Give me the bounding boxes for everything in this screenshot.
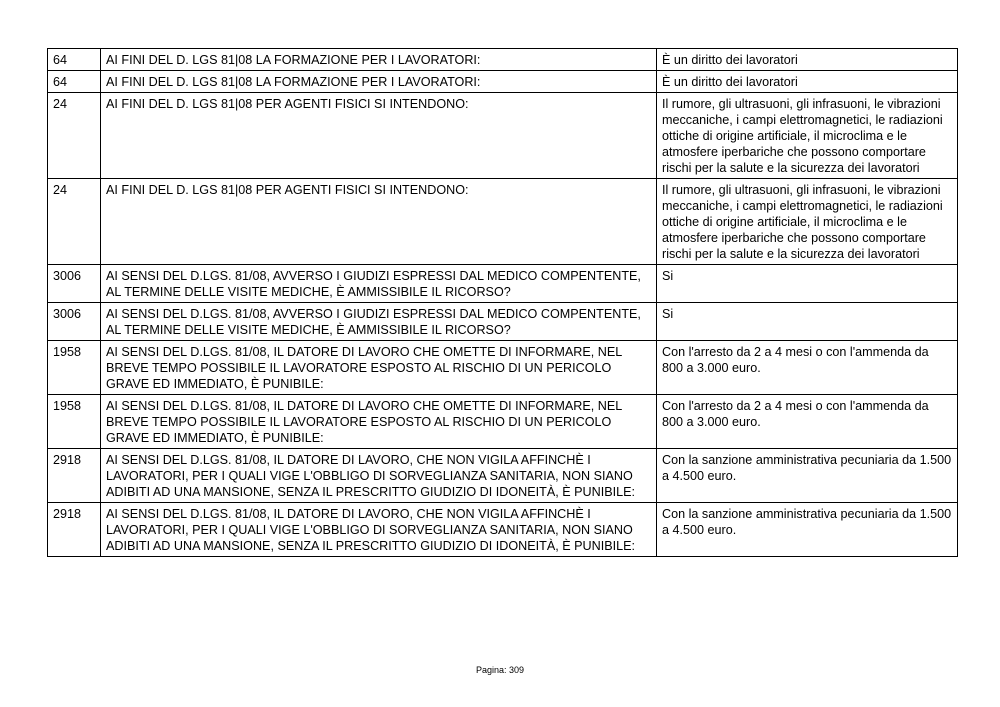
question-cell: AI SENSI DEL D.LGS. 81/08, IL DATORE DI LAVORO CHE OMETTE DI INFORMARE, NEL BREVE TEMPO POSSIBILE IL LAVORATORE ESPOSTO AL RISCHIO DI UN PERICOLO GRAVE ED IMMEDIATO, È PUNIBILE: bbox=[101, 395, 657, 449]
answer-cell: È un diritto dei lavoratori bbox=[657, 71, 958, 93]
question-id-cell: 64 bbox=[48, 49, 101, 71]
answer-cell: Si bbox=[657, 265, 958, 303]
table-row bbox=[48, 503, 958, 557]
question-id-cell: 64 bbox=[48, 71, 101, 93]
question-id-cell: 2918 bbox=[48, 449, 101, 503]
table-row bbox=[48, 341, 958, 395]
answer-cell: Con la sanzione amministrativa pecuniaria da 1.500 a 4.500 euro. bbox=[657, 503, 958, 557]
question-cell: AI SENSI DEL D.LGS. 81/08, IL DATORE DI LAVORO, CHE NON VIGILA AFFINCHÈ I LAVORATORI, PER I QUALI VIGE L'OBBLIGO DI SORVEGLIANZA SANITARIA, NON SIANO ADIBITI AD UNA MANSIONE, SENZA IL PRESCRITTO GIUDIZIO DI IDONEITÀ, È PUNIBILE: bbox=[101, 503, 657, 557]
question-id-cell: 3006 bbox=[48, 303, 101, 341]
answer-cell: È un diritto dei lavoratori bbox=[657, 49, 958, 71]
question-id-cell: 1958 bbox=[48, 341, 101, 395]
table-row bbox=[48, 179, 958, 265]
question-cell: AI SENSI DEL D.LGS. 81/08, IL DATORE DI LAVORO, CHE NON VIGILA AFFINCHÈ I LAVORATORI, PER I QUALI VIGE L'OBBLIGO DI SORVEGLIANZA SANITARIA, NON SIANO ADIBITI AD UNA MANSIONE, SENZA IL PRESCRITTO GIUDIZIO DI IDONEITÀ, È PUNIBILE: bbox=[101, 449, 657, 503]
page-number: Pagina: 309 bbox=[475, 665, 525, 675]
table-row bbox=[48, 265, 958, 303]
question-id-cell: 2918 bbox=[48, 503, 101, 557]
question-id-cell: 3006 bbox=[48, 265, 101, 303]
question-answer-table bbox=[47, 48, 958, 557]
question-id-cell: 24 bbox=[48, 179, 101, 265]
question-cell: AI FINI DEL D. LGS 81|08 LA FORMAZIONE PER I LAVORATORI: bbox=[101, 71, 657, 93]
question-cell: AI SENSI DEL D.LGS. 81/08, IL DATORE DI LAVORO CHE OMETTE DI INFORMARE, NEL BREVE TEMPO POSSIBILE IL LAVORATORE ESPOSTO AL RISCHIO DI UN PERICOLO GRAVE ED IMMEDIATO, È PUNIBILE: bbox=[101, 341, 657, 395]
table-row bbox=[48, 449, 958, 503]
answer-cell: Con la sanzione amministrativa pecuniaria da 1.500 a 4.500 euro. bbox=[657, 449, 958, 503]
question-cell: AI SENSI DEL D.LGS. 81/08, AVVERSO I GIUDIZI ESPRESSI DAL MEDICO COMPENTENTE, AL TERMINE DELLE VISITE MEDICHE, È AMMISSIBILE IL RICORSO? bbox=[101, 265, 657, 303]
table-row bbox=[48, 395, 958, 449]
answer-cell: Con l'arresto da 2 a 4 mesi o con l'ammenda da 800 a 3.000 euro. bbox=[657, 341, 958, 395]
answer-cell: Con l'arresto da 2 a 4 mesi o con l'ammenda da 800 a 3.000 euro. bbox=[657, 395, 958, 449]
question-id-cell: 24 bbox=[48, 93, 101, 179]
table-row bbox=[48, 49, 958, 71]
answer-cell: Il rumore, gli ultrasuoni, gli infrasuoni, le vibrazioni meccaniche, i campi elettromagnetici, le radiazioni ottiche di origine artificiale, il microclima e le atmosfere iperbariche che possono comportare rischi per la salute e la sicurezza dei lavoratori bbox=[657, 93, 958, 179]
question-cell: AI SENSI DEL D.LGS. 81/08, AVVERSO I GIUDIZI ESPRESSI DAL MEDICO COMPENTENTE, AL TERMINE DELLE VISITE MEDICHE, È AMMISSIBILE IL RICORSO? bbox=[101, 303, 657, 341]
question-cell: AI FINI DEL D. LGS 81|08 LA FORMAZIONE PER I LAVORATORI: bbox=[101, 49, 657, 71]
question-id-cell: 1958 bbox=[48, 395, 101, 449]
answer-cell: Si bbox=[657, 303, 958, 341]
question-cell: AI FINI DEL D. LGS 81|08 PER AGENTI FISICI SI INTENDONO: bbox=[101, 93, 657, 179]
answer-cell: Il rumore, gli ultrasuoni, gli infrasuoni, le vibrazioni meccaniche, i campi elettromagnetici, le radiazioni ottiche di origine artificiale, il microclima e le atmosfere iperbariche che possono comportare rischi per la salute e la sicurezza dei lavoratori bbox=[657, 179, 958, 265]
table-row bbox=[48, 303, 958, 341]
question-cell: AI FINI DEL D. LGS 81|08 PER AGENTI FISICI SI INTENDONO: bbox=[101, 179, 657, 265]
table-row bbox=[48, 93, 958, 179]
table-row bbox=[48, 71, 958, 93]
